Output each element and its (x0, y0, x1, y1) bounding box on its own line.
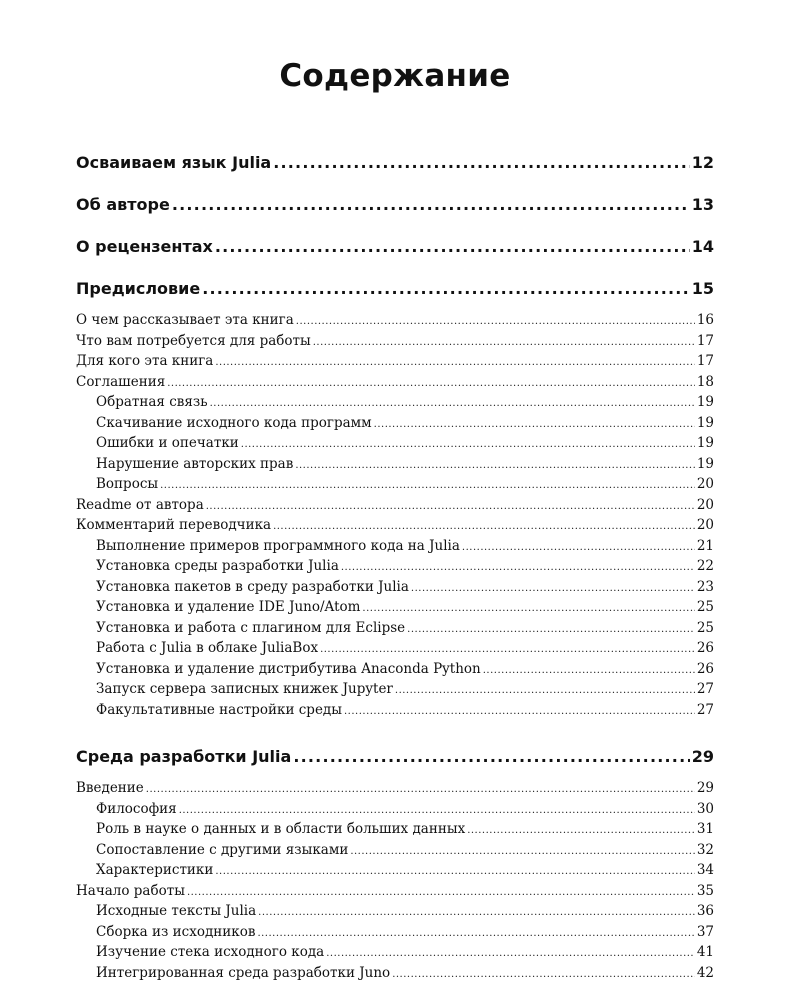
dot-leader (462, 538, 695, 559)
dot-leader (295, 456, 695, 477)
toc-entry-page-number: 21 (696, 537, 714, 554)
toc-entry-page-number: 26 (696, 640, 714, 656)
toc-entry-section[interactable] (76, 331, 714, 352)
toc-entry-subsection[interactable] (76, 618, 714, 639)
toc-entry-title: Осваиваем язык Julia (76, 153, 272, 172)
toc-entry-section[interactable] (76, 310, 714, 331)
toc-entry-chapter[interactable] (76, 268, 714, 310)
toc-entry-page-number: 17 (696, 353, 714, 369)
toc-entry-page-number: 29 (696, 780, 714, 796)
dot-leader (179, 801, 695, 822)
dot-leader (273, 142, 690, 184)
toc-entry-subsection[interactable] (76, 860, 714, 881)
dot-leader (215, 226, 690, 268)
dot-leader (187, 883, 695, 904)
toc-entry-section[interactable] (76, 881, 714, 902)
toc-entry-title: Скачивание исходного кода программ (96, 414, 372, 431)
toc-entry-title: Выполнение примеров программного кода на Julia (96, 537, 460, 554)
toc-entry-title: Установка и удаление IDE Juno/Atom (96, 599, 361, 615)
dot-leader (146, 780, 695, 801)
toc-entry-title: О чем рассказывает эта книга (76, 312, 294, 328)
toc-entry-page-number: 41 (696, 944, 714, 960)
toc-entry-page-number: 29 (691, 747, 714, 766)
toc-entry-title: Начало работы (76, 882, 185, 899)
toc-entry-page-number: 27 (696, 681, 714, 697)
toc-entry-page-number: 20 (696, 476, 714, 492)
toc-entry-title: Запуск сервера записных книжек Jupyter (96, 681, 393, 697)
toc-entry-chapter[interactable] (76, 736, 714, 778)
dot-leader (172, 184, 690, 226)
toc-entry-title: Установка пакетов в среду разработки Julia (96, 578, 409, 595)
toc-entry-title: Readme от автора (76, 496, 204, 513)
dot-leader (341, 558, 695, 579)
page-title: Содержание (279, 58, 511, 94)
toc-entry-page-number: 16 (696, 312, 714, 328)
toc-entry-title: Комментарий переводчика (76, 517, 272, 533)
toc-entry-page-number: 13 (691, 195, 714, 214)
dot-leader (395, 681, 695, 702)
toc-entry-subsection[interactable] (76, 963, 714, 984)
toc-entry-subsection[interactable] (76, 392, 714, 413)
dot-leader (293, 736, 689, 778)
toc-entry-title: Установка среды разработки Julia (96, 558, 339, 574)
toc-entry-title: Ошибки и опечатки (96, 435, 239, 451)
toc-entry-subsection[interactable] (76, 942, 714, 963)
toc-entry-page-number: 20 (696, 517, 714, 533)
toc-entry-page-number: 36 (696, 903, 714, 919)
dot-leader (160, 476, 695, 497)
toc-entry-page-number: 25 (696, 599, 714, 615)
dot-leader (258, 903, 695, 924)
toc-entry-subsection[interactable] (76, 577, 714, 598)
toc-entry-page-number: 17 (696, 332, 714, 349)
toc-entry-title: Роль в науке о данных и в области больших данных (96, 821, 466, 837)
toc-entry-title: Обратная связь (96, 394, 208, 410)
toc-entry-title: О рецензентах (76, 237, 213, 256)
toc-entry-title: Сопоставление с другими языками (96, 841, 349, 858)
toc-entry-title: Исходные тексты Julia (96, 903, 257, 919)
toc-entry-page-number: 37 (696, 923, 714, 940)
dot-leader (467, 821, 695, 842)
toc-entry-page-number: 19 (696, 414, 714, 431)
toc-entry-subsection[interactable] (76, 413, 714, 434)
dot-leader (296, 312, 695, 333)
toc-entry-title: Установка и удаление дистрибутива Anaconda Python (96, 660, 481, 677)
toc-entry-section[interactable] (76, 778, 714, 799)
toc-entry-page-number: 25 (696, 619, 714, 636)
toc-entry-title: Вопросы (96, 476, 159, 492)
toc-entry-chapter[interactable] (76, 226, 714, 268)
toc-entry-subsection[interactable] (76, 799, 714, 820)
toc-entry-title: Об авторе (76, 195, 170, 214)
toc-entry-title: Факультативные настройки среды (96, 701, 342, 718)
dot-leader (257, 924, 694, 945)
toc-entry-subsection[interactable] (76, 840, 714, 861)
toc-entry-page-number: 20 (696, 496, 714, 513)
toc-entry-page-number: 31 (696, 821, 714, 837)
toc-entry-title: Работа с Julia в облаке JuliaBox (96, 640, 319, 656)
toc-entry-title: Интегрированная среда разработки Juno (96, 964, 391, 981)
toc-entry-page-number: 27 (696, 701, 714, 718)
toc-entry-page-number: 30 (696, 800, 714, 817)
toc-entry-page-number: 34 (696, 862, 714, 878)
dot-leader (241, 435, 695, 456)
toc-entry-subsection[interactable] (76, 454, 714, 475)
toc-entry-title: Философия (96, 800, 177, 817)
toc-entry-title: Что вам потребуется для работы (76, 332, 311, 349)
toc-entry-subsection[interactable] (76, 659, 714, 680)
toc-entry-subsection[interactable] (76, 819, 714, 840)
dot-leader (344, 702, 695, 723)
toc-entry-page-number: 32 (696, 841, 714, 858)
toc-entry-page-number: 23 (696, 578, 714, 595)
toc-entry-page-number: 19 (696, 455, 714, 472)
toc-entry-title: Сборка из исходников (96, 923, 256, 940)
toc-entry-title: Нарушение авторских прав (96, 455, 294, 472)
toc-entry-subsection[interactable] (76, 638, 714, 659)
toc-entry-title: Для кого эта книга (76, 353, 214, 369)
toc-entry-subsection[interactable] (76, 556, 714, 577)
dot-leader (411, 579, 695, 600)
table-of-contents (76, 142, 714, 983)
toc-entry-subsection[interactable] (76, 536, 714, 557)
toc-entry-subsection[interactable] (76, 597, 714, 618)
toc-entry-page-number: 19 (696, 435, 714, 451)
dot-leader (320, 640, 695, 661)
dot-leader (215, 862, 694, 883)
dot-leader (350, 842, 694, 863)
dot-leader (202, 268, 690, 310)
dot-leader (362, 599, 694, 620)
toc-entry-section[interactable] (76, 515, 714, 536)
toc-entry-section[interactable] (76, 351, 714, 372)
dot-leader (374, 415, 695, 436)
toc-entry-title: Введение (76, 780, 144, 796)
toc-entry-title: Соглашения (76, 373, 166, 390)
toc-entry-page-number: 19 (696, 394, 714, 410)
dot-leader (326, 944, 695, 965)
toc-entry-subsection[interactable] (76, 901, 714, 922)
toc-entry-page-number: 35 (696, 882, 714, 899)
toc-entry-section[interactable] (76, 495, 714, 516)
dot-leader (483, 661, 695, 682)
toc-entry-chapter[interactable] (76, 142, 714, 184)
toc-entry-page-number: 42 (696, 964, 714, 981)
toc-entry-subsection[interactable] (76, 700, 714, 721)
toc-entry-title: Характеристики (96, 862, 214, 878)
dot-leader (392, 965, 695, 986)
toc-entry-page-number: 18 (696, 373, 714, 390)
toc-entry-title: Предисловие (76, 279, 201, 298)
toc-entry-subsection[interactable] (76, 433, 714, 454)
toc-entry-title: Установка и работа с плагином для Eclipse (96, 619, 406, 636)
toc-entry-title: Среда разработки Julia (76, 747, 292, 766)
toc-entry-subsection[interactable] (76, 922, 714, 943)
toc-entry-subsection[interactable] (76, 474, 714, 495)
dot-leader (215, 353, 694, 374)
dot-leader (313, 333, 695, 354)
toc-entry-page-number: 22 (696, 558, 714, 574)
toc-entry-title: Изучение стека исходного кода (96, 944, 325, 960)
toc-entry-page-number: 26 (696, 660, 714, 677)
toc-entry-chapter[interactable] (76, 184, 714, 226)
dot-leader (210, 394, 695, 415)
dot-leader (407, 620, 695, 641)
dot-leader (206, 497, 695, 518)
toc-entry-page-number: 15 (691, 279, 714, 298)
toc-entry-subsection[interactable] (76, 679, 714, 700)
toc-entry-section[interactable] (76, 372, 714, 393)
dot-leader (167, 374, 695, 395)
dot-leader (273, 517, 695, 538)
toc-entry-page-number: 12 (691, 153, 714, 172)
toc-entry-page-number: 14 (691, 237, 714, 256)
